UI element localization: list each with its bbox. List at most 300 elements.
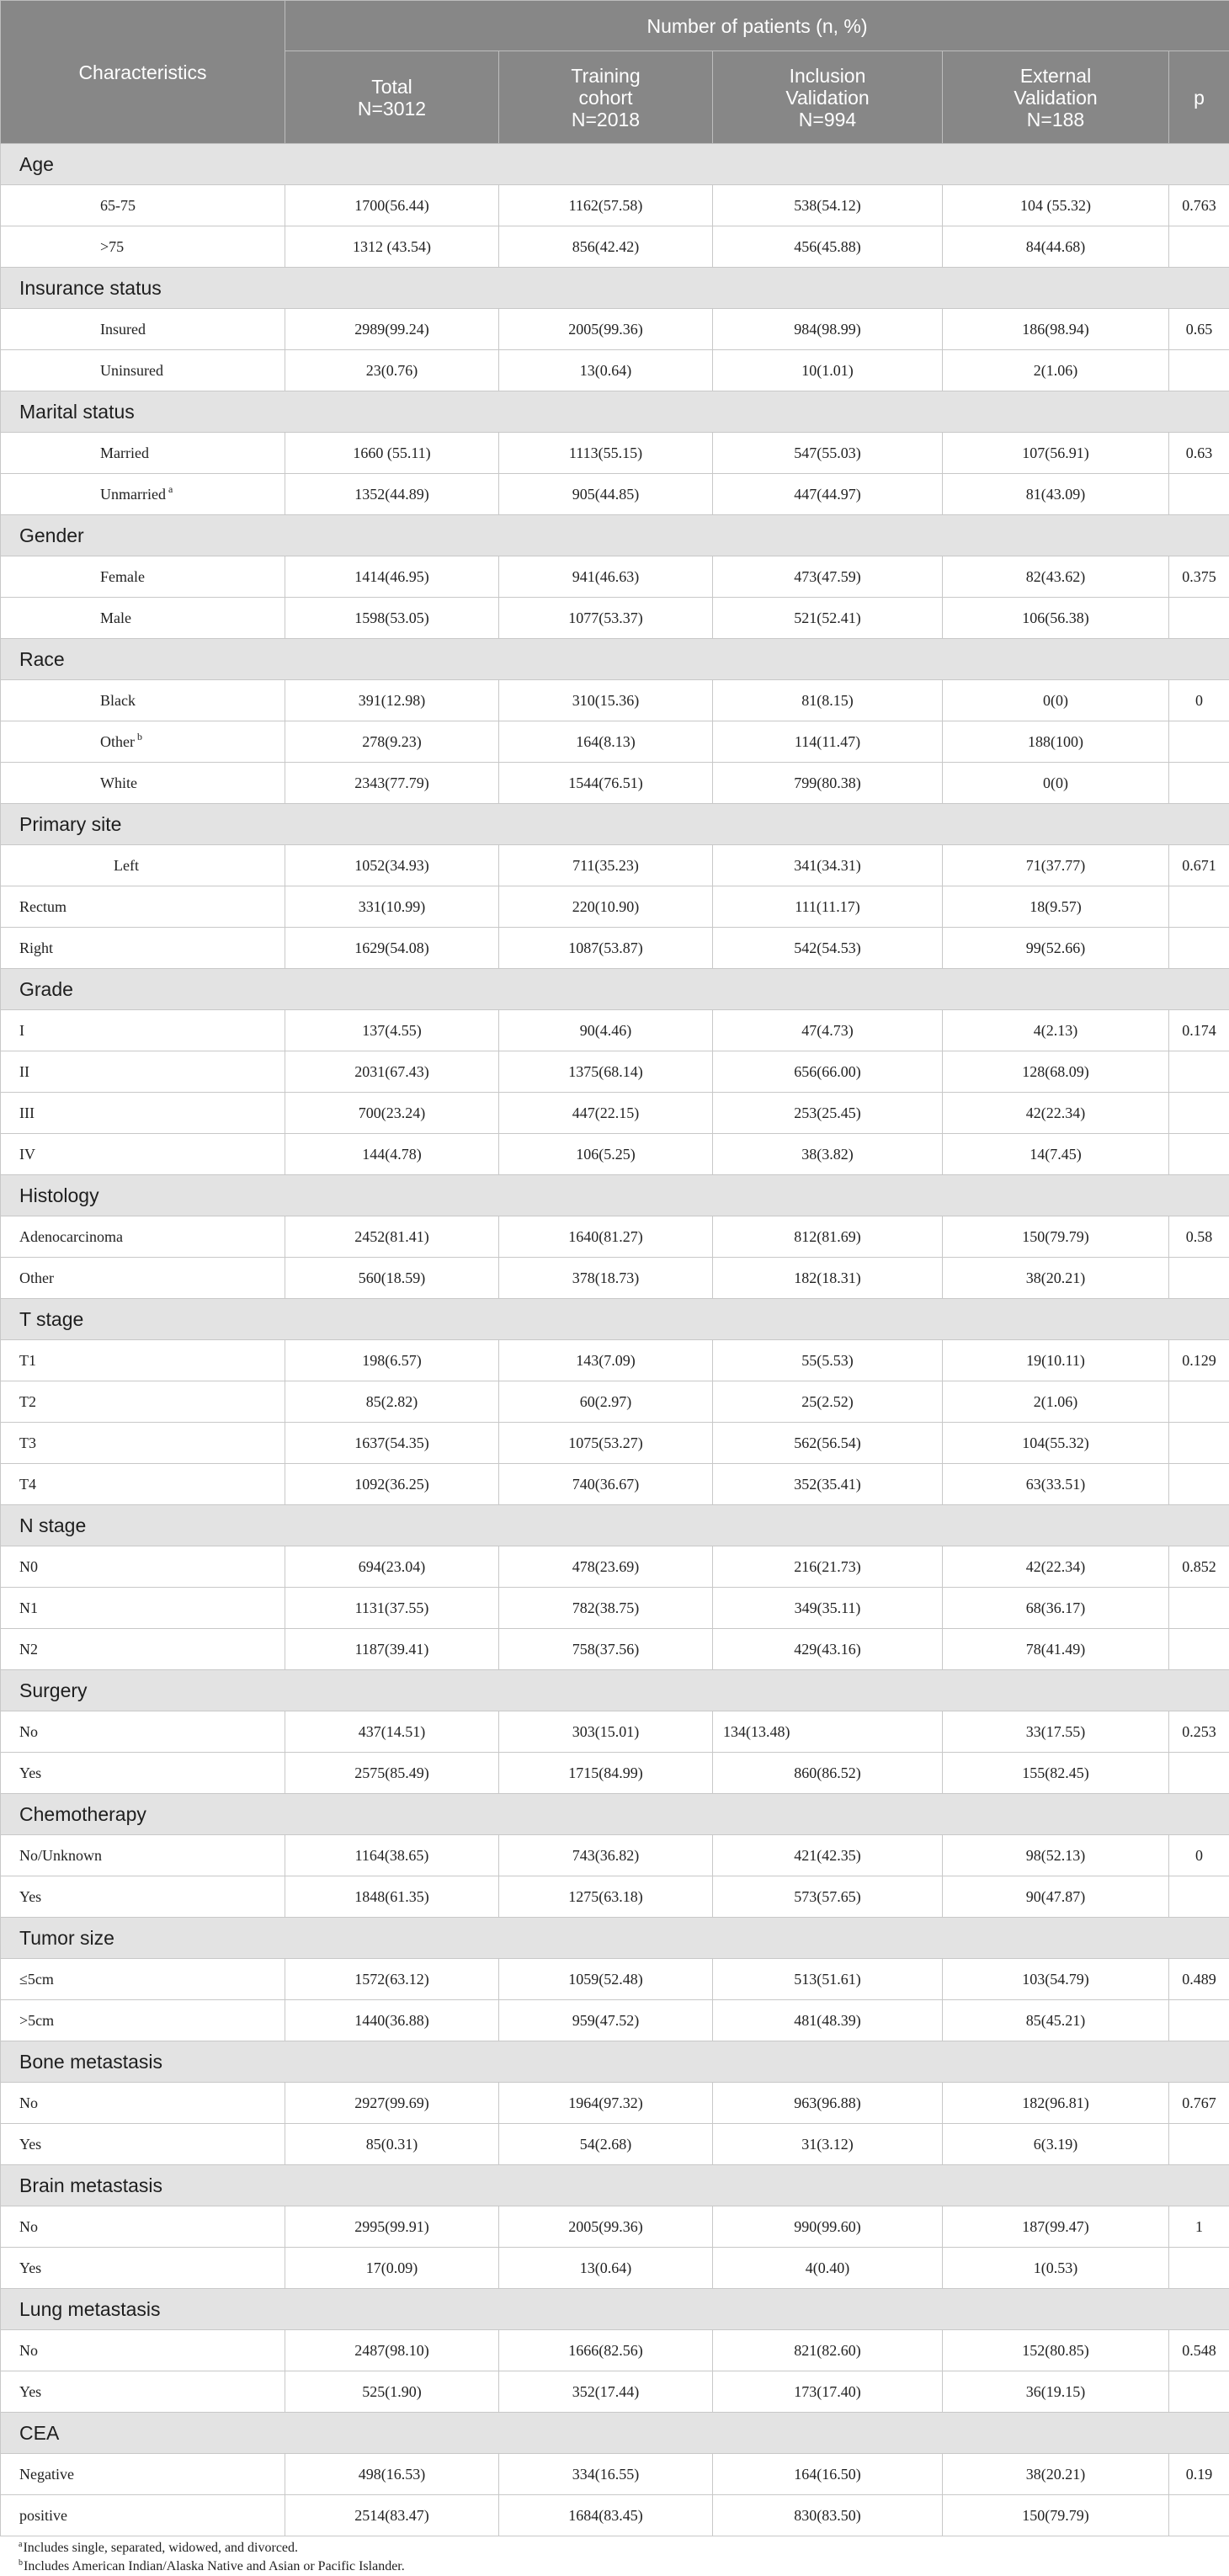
value-cell: 152(80.85) [943,2330,1169,2371]
value-cell: 2005(99.36) [499,2206,713,2248]
section-header-row [1,1794,1229,1835]
p-value-cell: 1 [1169,2206,1229,2248]
row-label: >75 [100,238,124,255]
value-cell: 71(37.77) [943,845,1169,886]
value-cell: 782(38.75) [499,1588,713,1629]
value-cell: 547(55.03) [713,433,943,474]
value-cell: 429(43.16) [713,1629,943,1670]
table-row [1,721,1229,763]
value-cell: 391(12.98) [285,680,499,721]
value-cell: 55(5.53) [713,1340,943,1381]
row-label-cell [1,1010,285,1051]
value-cell: 25(2.52) [713,1381,943,1423]
table-row [1,1464,1229,1505]
value-cell: 941(46.63) [499,556,713,598]
value-cell: 1544(76.51) [499,763,713,804]
row-label: White [100,774,137,791]
value-cell: 128(68.09) [943,1051,1169,1093]
table-row [1,2454,1229,2495]
table-row [1,1010,1229,1051]
value-cell: 656(66.00) [713,1051,943,1093]
value-cell: 85(45.21) [943,2000,1169,2041]
header-characteristics: Characteristics [1,1,285,144]
row-label: T4 [19,1476,36,1493]
p-value-cell [1169,474,1229,515]
table-row [1,1753,1229,1794]
value-cell: 23(0.76) [285,350,499,391]
value-cell: 963(96.88) [713,2083,943,2124]
row-label: Female [100,568,145,585]
value-cell: 187(99.47) [943,2206,1169,2248]
row-label: Other [19,1269,54,1286]
value-cell: 1(0.53) [943,2248,1169,2289]
p-value-cell: 0.375 [1169,556,1229,598]
p-value-cell [1169,1051,1229,1093]
section-title: Race [1,639,1229,680]
row-label-cell [1,1134,285,1175]
value-cell: 81(8.15) [713,680,943,721]
p-value-cell: 0.671 [1169,845,1229,886]
value-cell: 31(3.12) [713,2124,943,2165]
section-title: Surgery [1,1670,1229,1711]
section-header-row [1,969,1229,1010]
row-label: I [19,1022,24,1039]
row-label: Uninsured [100,362,163,379]
table-row [1,2124,1229,2165]
value-cell: 2575(85.49) [285,1753,499,1794]
value-cell: 0(0) [943,680,1169,721]
header-p: p [1169,51,1229,144]
table-row [1,1216,1229,1258]
value-cell: 90(47.87) [943,1876,1169,1918]
row-label-cell [1,2248,285,2289]
value-cell: 1352(44.89) [285,474,499,515]
value-cell: 1087(53.87) [499,928,713,969]
value-cell: 98(52.13) [943,1835,1169,1876]
table-row [1,1134,1229,1175]
row-label: Yes [19,2136,41,2153]
row-label-cell [1,680,285,721]
row-label-cell [1,185,285,226]
row-label: T1 [19,1352,36,1369]
p-value-cell [1169,721,1229,763]
value-cell: 447(22.15) [499,1093,713,1134]
value-cell: 799(80.38) [713,763,943,804]
value-cell: 481(48.39) [713,2000,943,2041]
value-cell: 1164(38.65) [285,1835,499,1876]
row-label-cell [1,556,285,598]
value-cell: 19(10.11) [943,1340,1169,1381]
value-cell: 1131(37.55) [285,1588,499,1629]
footnote-text: Includes American Indian/Alaska Native and Asian or Pacific Islander. [24,2559,405,2573]
value-cell: 84(44.68) [943,226,1169,268]
row-label-cell [1,433,285,474]
value-cell: 81(43.09) [943,474,1169,515]
p-value-cell [1169,1258,1229,1299]
table-row [1,1546,1229,1588]
row-label-cell [1,2495,285,2536]
value-cell: 60(2.97) [499,1381,713,1423]
value-cell: 173(17.40) [713,2371,943,2413]
section-title: CEA [1,2413,1229,2454]
table-row [1,433,1229,474]
row-label-cell [1,2000,285,2041]
row-label: Unmarried [100,486,166,503]
p-value-cell: 0.129 [1169,1340,1229,1381]
header-line: Inclusion [790,65,866,87]
value-cell: 447(44.97) [713,474,943,515]
value-cell: 740(36.67) [499,1464,713,1505]
section-title: Histology [1,1175,1229,1216]
p-value-cell [1169,928,1229,969]
row-label-cell [1,2330,285,2371]
p-value-cell [1169,1464,1229,1505]
value-cell: 182(96.81) [943,2083,1169,2124]
value-cell: 54(2.68) [499,2124,713,2165]
value-cell: 352(17.44) [499,2371,713,2413]
table-row [1,1258,1229,1299]
row-label: Yes [19,2383,41,2400]
row-label-cell [1,1959,285,2000]
value-cell: 711(35.23) [499,845,713,886]
section-title: Chemotherapy [1,1794,1229,1835]
table-row [1,1711,1229,1753]
row-label-cell [1,309,285,350]
row-label: Male [100,609,131,626]
row-label-cell [1,1423,285,1464]
section-header-row [1,391,1229,433]
section-title: Gender [1,515,1229,556]
value-cell: 538(54.12) [713,185,943,226]
header-line: N=994 [799,109,856,130]
header-total [285,51,499,144]
table-row [1,309,1229,350]
row-label-cell [1,1835,285,1876]
footnote-marker: a [168,483,173,495]
value-cell: 1598(53.05) [285,598,499,639]
row-label-cell [1,598,285,639]
value-cell: 821(82.60) [713,2330,943,2371]
table-row [1,556,1229,598]
section-header-row [1,1505,1229,1546]
row-label: Left [114,857,139,874]
p-value-cell [1169,1093,1229,1134]
value-cell: 2452(81.41) [285,1216,499,1258]
value-cell: 1700(56.44) [285,185,499,226]
p-value-cell: 0.763 [1169,185,1229,226]
row-label: Yes [19,1888,41,1905]
section-header-row [1,2041,1229,2083]
value-cell: 1572(63.12) [285,1959,499,2000]
row-label: N1 [19,1599,38,1616]
table-row [1,1959,1229,2000]
section-title: Age [1,144,1229,185]
value-cell: 68(36.17) [943,1588,1169,1629]
value-cell: 1162(57.58) [499,185,713,226]
table-row [1,350,1229,391]
value-cell: 18(9.57) [943,886,1169,928]
p-value-cell [1169,226,1229,268]
table-row [1,2330,1229,2371]
value-cell: 137(4.55) [285,1010,499,1051]
section-header-row [1,2413,1229,2454]
value-cell: 1660 (55.11) [285,433,499,474]
value-cell: 220(10.90) [499,886,713,928]
value-cell: 14(7.45) [943,1134,1169,1175]
value-cell: 42(22.34) [943,1093,1169,1134]
value-cell: 38(20.21) [943,1258,1169,1299]
row-label: II [19,1063,29,1080]
value-cell: 2005(99.36) [499,309,713,350]
header-line: External [1020,65,1091,87]
value-cell: 114(11.47) [713,721,943,763]
row-label: T3 [19,1434,36,1451]
value-cell: 17(0.09) [285,2248,499,2289]
row-label-cell [1,2083,285,2124]
p-value-cell: 0.19 [1169,2454,1229,2495]
row-label-cell [1,1216,285,1258]
value-cell: 144(4.78) [285,1134,499,1175]
section-title: Primary site [1,804,1229,845]
p-value-cell [1169,2495,1229,2536]
row-label: Black [100,692,136,709]
p-value-cell: 0.548 [1169,2330,1229,2371]
value-cell: 13(0.64) [499,2248,713,2289]
row-label: Right [19,939,53,956]
section-header-row [1,1670,1229,1711]
header-line: N=2018 [572,109,640,130]
value-cell: 182(18.31) [713,1258,943,1299]
value-cell: 521(52.41) [713,598,943,639]
value-cell: 437(14.51) [285,1711,499,1753]
value-cell: 253(25.45) [713,1093,943,1134]
value-cell: 560(18.59) [285,1258,499,1299]
table-row [1,1423,1229,1464]
p-value-cell [1169,886,1229,928]
value-cell: 905(44.85) [499,474,713,515]
value-cell: 63(33.51) [943,1464,1169,1505]
value-cell: 860(86.52) [713,1753,943,1794]
value-cell: 303(15.01) [499,1711,713,1753]
value-cell: 198(6.57) [285,1340,499,1381]
row-label-cell [1,1753,285,1794]
p-value-cell [1169,2124,1229,2165]
value-cell: 352(35.41) [713,1464,943,1505]
table-body [1,144,1229,2536]
section-header-row [1,144,1229,185]
value-cell: 1440(36.88) [285,2000,499,2041]
row-label-cell [1,1546,285,1588]
value-cell: 134(13.48) [713,1711,943,1753]
row-label: Negative [19,2466,74,2483]
value-cell: 216(21.73) [713,1546,943,1588]
value-cell: 107(56.91) [943,433,1169,474]
row-label-cell [1,1381,285,1423]
p-value-cell: 0.489 [1169,1959,1229,2000]
value-cell: 188(100) [943,721,1169,763]
value-cell: 99(52.66) [943,928,1169,969]
value-cell: 525(1.90) [285,2371,499,2413]
value-cell: 104(55.32) [943,1423,1169,1464]
footnote-b [19,2557,1229,2576]
row-label: 65-75 [100,197,136,214]
value-cell: 2487(98.10) [285,2330,499,2371]
table-row [1,763,1229,804]
value-cell: 85(2.82) [285,1381,499,1423]
row-label-cell [1,2371,285,2413]
value-cell: 1666(82.56) [499,2330,713,2371]
row-label-cell [1,763,285,804]
section-header-row [1,268,1229,309]
value-cell: 150(79.79) [943,1216,1169,1258]
table-row [1,185,1229,226]
row-label-cell [1,2206,285,2248]
table-row [1,1629,1229,1670]
value-cell: 694(23.04) [285,1546,499,1588]
value-cell: 1640(81.27) [499,1216,713,1258]
value-cell: 6(3.19) [943,2124,1169,2165]
row-label-cell [1,1340,285,1381]
row-label-cell [1,226,285,268]
value-cell: 4(2.13) [943,1010,1169,1051]
table-row [1,1588,1229,1629]
value-cell: 473(47.59) [713,556,943,598]
section-header-row [1,804,1229,845]
row-label-cell [1,1093,285,1134]
row-label: >5cm [19,2012,54,2029]
value-cell: 959(47.52) [499,2000,713,2041]
row-label: Yes [19,1764,41,1781]
section-header-row [1,639,1229,680]
header-external-validation [943,51,1169,144]
p-value-cell: 0.58 [1169,1216,1229,1258]
p-value-cell: 0.253 [1169,1711,1229,1753]
p-value-cell [1169,1381,1229,1423]
row-label: III [19,1104,35,1121]
header-line: cohort [579,87,633,109]
footnote-a [19,2539,1229,2557]
row-label-cell [1,1588,285,1629]
value-cell: 82(43.62) [943,556,1169,598]
value-cell: 1187(39.41) [285,1629,499,1670]
value-cell: 278(9.23) [285,721,499,763]
value-cell: 106(56.38) [943,598,1169,639]
value-cell: 758(37.56) [499,1629,713,1670]
p-value-cell [1169,1588,1229,1629]
p-value-cell [1169,1423,1229,1464]
footnote-marker: b [137,731,142,742]
section-title: N stage [1,1505,1229,1546]
value-cell: 2(1.06) [943,350,1169,391]
row-label-cell [1,1711,285,1753]
row-label-cell [1,474,285,515]
section-header-row [1,2165,1229,2206]
value-cell: 150(79.79) [943,2495,1169,2536]
row-label: Married [100,444,149,461]
row-label: Adenocarcinoma [19,1228,123,1245]
value-cell: 990(99.60) [713,2206,943,2248]
value-cell: 1414(46.95) [285,556,499,598]
value-cell: 310(15.36) [499,680,713,721]
section-title: Lung metastasis [1,2289,1229,2330]
row-label: No [19,1723,38,1740]
section-title: Brain metastasis [1,2165,1229,2206]
p-value-cell: 0.767 [1169,2083,1229,2124]
row-label: Yes [19,2259,41,2276]
value-cell: 47(4.73) [713,1010,943,1051]
value-cell: 1964(97.32) [499,2083,713,2124]
table-row [1,845,1229,886]
value-cell: 111(11.17) [713,886,943,928]
p-value-cell [1169,1134,1229,1175]
value-cell: 743(36.82) [499,1835,713,1876]
table-row [1,886,1229,928]
value-cell: 1629(54.08) [285,928,499,969]
row-label: Rectum [19,898,67,915]
value-cell: 13(0.64) [499,350,713,391]
value-cell: 856(42.42) [499,226,713,268]
value-cell: 341(34.31) [713,845,943,886]
section-title: Tumor size [1,1918,1229,1959]
header-span-label: Number of patients (n, %) [285,1,1229,51]
row-label: N2 [19,1641,38,1658]
table-row [1,1876,1229,1918]
table-row [1,2371,1229,2413]
section-title: T stage [1,1299,1229,1340]
p-value-cell: 0 [1169,680,1229,721]
row-label: No [19,2342,38,2359]
value-cell: 1092(36.25) [285,1464,499,1505]
value-cell: 42(22.34) [943,1546,1169,1588]
table-row [1,1051,1229,1093]
table-row [1,928,1229,969]
table-row [1,1093,1229,1134]
header-training [499,51,713,144]
row-label-cell [1,2454,285,2495]
value-cell: 2343(77.79) [285,763,499,804]
section-header-row [1,1918,1229,1959]
value-cell: 164(8.13) [499,721,713,763]
value-cell: 33(17.55) [943,1711,1169,1753]
value-cell: 1275(63.18) [499,1876,713,1918]
value-cell: 830(83.50) [713,2495,943,2536]
value-cell: 513(51.61) [713,1959,943,2000]
value-cell: 1848(61.35) [285,1876,499,1918]
value-cell: 155(82.45) [943,1753,1169,1794]
table-row [1,1340,1229,1381]
row-label-cell [1,928,285,969]
value-cell: 542(54.53) [713,928,943,969]
p-value-cell [1169,2371,1229,2413]
row-label: No [19,2218,38,2235]
value-cell: 90(4.46) [499,1010,713,1051]
value-cell: 1052(34.93) [285,845,499,886]
p-value-cell [1169,2248,1229,2289]
table-row [1,1835,1229,1876]
value-cell: 36(19.15) [943,2371,1169,2413]
value-cell: 2031(67.43) [285,1051,499,1093]
section-header-row [1,1175,1229,1216]
table-row [1,474,1229,515]
footnote-mark: b [19,2558,23,2568]
table-row [1,2083,1229,2124]
row-label: N0 [19,1558,38,1575]
value-cell: 143(7.09) [499,1340,713,1381]
row-label: Other [100,733,135,750]
value-cell: 1375(68.14) [499,1051,713,1093]
header-line: N=3012 [358,98,426,120]
value-cell: 334(16.55) [499,2454,713,2495]
